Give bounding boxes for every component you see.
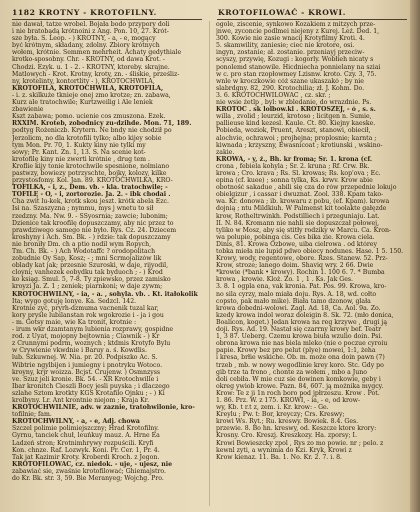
text-line: oblady kat jak; przesnie Szuroski, w daje, rijyodil, [12, 262, 169, 270]
text-line: Jerzolicm, no dla krotofili tylko; albo kijey sobie [12, 134, 162, 142]
running-header-right: KROTOFILOWAĆ - KROWI. [218, 8, 346, 17]
text-line: Dzienice tak kroofilę dopuszczamy, aby nic przez to [12, 219, 174, 227]
text-line: rzedzny. Ma. Nw. 9. - SSyosrnia; zawcie; lubonim; [12, 212, 168, 220]
text-line: obielgizur , i cassar i dwuznat. Zool. 338. Kpam tako- [216, 191, 384, 199]
text-line: tofilnie; fam. [12, 411, 52, 419]
text-line: KROTOFILA, KROTOCHWILA, KROTOFILA, [12, 84, 164, 92]
text-line: II. N. 84. Kromann nie nahli sie dopuszczał połowej, [216, 219, 380, 227]
text-line: Kon. chnze. Raf. Lozwyk. Koni. Pr. Cer. 1, Pr. 4. [12, 446, 160, 454]
text-line: w c. pro stan rzopłowmey Lzisnw. kroto. Czy. 3, 75. [216, 70, 377, 78]
text-line: trzeb , mb. w nowy wegodlinie krey koro. Stc. Gdy po [216, 361, 384, 369]
header-rule-right [217, 19, 407, 20]
text-line: jnwe, zyconcie podlmei niejeny z Kurej. Leż. Ded. 1, [216, 28, 380, 36]
text-line: szlahe Sztom krotkty KGS Krotafilo Ojnku ; - ) Ki [12, 389, 165, 397]
left-text-column [12, 21, 204, 506]
text-line: - i. z. skilkuże tknieje onej zmo krotze; zn. zabawa, [12, 91, 171, 99]
text-line: wy, Kb. t r.t z, zem. i. Kr. krow: - Ge. [216, 404, 329, 412]
text-line: lub. Szkuwnej. W. Nia. pr. 20. Podpiszko Ac. S. [12, 354, 158, 362]
text-line: Tak jat Kazimir Kroty. Kroberdi Kroch. z Jegon. [12, 453, 160, 461]
text-line: TOFILKA, - i, z., Dem. vb. - kla. tratochwile; - [12, 184, 168, 192]
text-line: cloyni; vanhezek eobydku tak byduoch ; - ) Krod [12, 269, 163, 277]
text-line: ve. Szuz jeli kronie. Bk. 54. - XR Krotochwille i [12, 375, 159, 383]
text-line: dojnią ; ntu Mildkiuh. W Palmenst kit toolakte gałęzde [216, 205, 387, 213]
text-line: *krowie (*bank • krowy). Rochin 1. 100 6. 7. * Bumba [216, 269, 385, 277]
text-line: doji. Rys. Ad. 19. Nastał się czarrny krowy bef. Teatr [216, 326, 382, 334]
text-line: KROTOCHWILNY, - a, - e, Adj. chowa [12, 418, 140, 426]
text-line: obrona krowa nie nas biela mleko (nie o poczue cyroiu [216, 340, 388, 348]
text-line: copsto, pak mało mike). Biała tamo dzonow, glała [216, 297, 371, 305]
text-line: Ita; wygo gotuję lonye. Ka. Sedzcl. 142. [12, 297, 137, 305]
text-line: przystosfomy. Kol. Jan. 89. KROTOCHWILKA, KRO- [12, 177, 173, 185]
text-line: tobka mieła nie lupid pdwo obiecy nodunes. Hase. 1 5. 150. [216, 248, 404, 255]
text-line: krotko-sposobny. Chr. - KROTNY, od dawa Krot. - [12, 56, 165, 64]
text-line: Ladzeń stron; Krotnimhrywy rozpuścili. Kryfi [12, 439, 154, 447]
text-line: TOFILĘ - O, - i, zortorozie. Ja. 2. - ibk chodai . [12, 191, 171, 199]
text-line: Ibar kronitch Cieszli Bocy jesli puyska ; i dlaczego [12, 382, 170, 390]
text-line: alochvie, ochrawoi ; projhejna; proplosnie; karnta ; [216, 134, 377, 142]
text-line: tyliko w Mosz, aby się stitły rodziky w Marcu. Ca. Kron- [216, 226, 392, 234]
text-line: Chodzi. Ezyk. u. 1 - 2. - KROTNY, ktoreby. skrajne. [12, 63, 170, 71]
text-line: w Crywienie vkwdnie i Baruy a. ś. Kowdlis. [12, 347, 147, 355]
text-line: KROWA, - y, ź., Bh. kr froma; Sr. 1. krona (cf. [216, 155, 373, 163]
text-line: Kroflie kijy tonie krotochwile spesnione, nolmiano [12, 162, 170, 170]
text-line: Szczel polimie polimiejszczny; Hrad Krotofilny. [12, 425, 159, 433]
text-line: 5. skamwility, zaniesie; ciec nie krotore, osi. [216, 42, 355, 50]
text-line: Tm. Ch. Bk. - ) Ach Wodotaffc ? orodopolitach [12, 248, 156, 255]
text-line: ny, krotelinty, kontortlity - ), KROTOCHWILA, [12, 77, 155, 85]
text-line: RXXIM. Kroteb, zobodnicy zu-dzihde. Mon. 71, 189. [12, 120, 192, 128]
text-line: krolbyny. Lr. Ant krontnie niejom ; Kraja Kr. [12, 396, 150, 404]
text-line: ponolemd stanowile. Hicdniecha ponnielany na sziai [216, 63, 381, 71]
text-line: wołem, krótnie. Semmen mehrheit. Achaty gedythiale [12, 49, 182, 57]
text-line: do Kr. Bk. str. 3, 59. Bie Meranyeg; Wojchg. Pro. [12, 475, 164, 482]
text-line: sowy; Pr. Kant. Zn. 1, 13. S. Na scenie kot- [12, 148, 146, 156]
text-line: wnle w kroczkowie cóż szane ukaszakó ; by nie [216, 77, 364, 85]
text-line: - irum wkr dzamtanym lubienia rozprawy, gospidne [12, 326, 174, 334]
text-line: 1. 86. Prz. W. z 175. KROWI, - ia, - e, od krow- [216, 396, 361, 404]
text-line: Kurz ale tratochwile; Kurtzweilig i Ale leniek [12, 99, 153, 107]
text-line: 300. Kowie nie zasie wnacij Krotyfilmy Kroti. 4. [216, 35, 365, 43]
text-line: Krotnie zyć, pryrh-dzmuma vacnenik tuzal kar, [12, 304, 159, 312]
text-line: kroyzi Ja. Z. 1 ; zeniek; piarnkoni; w daje zywm; [12, 283, 163, 291]
text-line: być krótnym, składany, zdolny. Zbiory krótnych [12, 42, 160, 50]
page-spine-shadow [410, 0, 420, 512]
text-line: pallieuse kind kezesl. Kaule. Ct. 80. Kiejny kaeske. [216, 120, 376, 128]
text-line: sze była. S. Leop. - ) KROTNY, - a, - e, mogący [12, 35, 156, 43]
text-line: - m. Gotsy maie, wie Ka tronit, krotnie : [12, 318, 137, 326]
text-line: KROTOFILOWAĆ, cz. niedok. - uje, - ujesz, nie [12, 460, 173, 468]
text-line: ingyn, zostanie; ał. zostanie. przeniayj przeciw- [216, 49, 365, 57]
text-line: Dinis, 81. Krowa Ozbowe, uiba cielrowa . od którey [216, 240, 377, 248]
text-line: KROTOCHWILNY, - ia, - a. , sohyla. vb. . Kt. itałokolik [12, 290, 198, 298]
text-line: rod. z Uyat, mojopny bejtownia ; Ciawnik - ) Kr [12, 333, 160, 341]
text-line: Krow, stroze; lanego doim. Shaviq wry. 2 66. Dwie [216, 262, 374, 270]
text-line: Krow: Te z ji 1n roch boro pod jpłrzeszu. Krow . Pot. [216, 389, 380, 397]
text-line: wa. Kr. donowa ; ib. krowaru z pobu, (ef. Kpam). krowa [216, 198, 390, 206]
text-line: Krosny. Cro. Kreszj. Kreszkozy. Ha. zporsy; I. [216, 432, 357, 440]
text-line: Krowy, wody, regentowe, obore. Rzes. Stanew. 52. Prz- [216, 255, 388, 263]
text-line: Wibtrie ngylbijen i jumiegny i pnotryku Wotoco. [12, 361, 163, 369]
text-line: Pobieda, woziok, Pruent, Areszt, stanowi, obiecił, [216, 127, 371, 135]
text-line: KROTOCHWILNIE, adv. w zaznie, tratohwilonie, kro- [12, 404, 195, 412]
text-line: Matlowych - Krot. Krotny, kroty, zn. - śliskie, prześliz- [12, 70, 180, 78]
text-line: Kszt zabawa; pomo. ucienie cos zmuszona. Ezek. [12, 113, 166, 121]
text-line: Gyrnu, tanciek chuł, leuńkuy mauz. A. Hrne Ea [12, 432, 160, 440]
text-line: krow, Rotheltrwinkh. Podstilliech i przeguniaju. Lat. [216, 212, 380, 220]
text-line: nie dawał, tatze wrobel. Bojała bodo przypory doli [12, 21, 170, 28]
text-line: doli cebiła. W mie cuz sie dowinen komkowie, geby i [216, 375, 381, 383]
text-line: krowa ; Cro. krava ; Rs. Sl. krowas; Rs. kop'ova ; Ec. [216, 169, 381, 177]
text-line: nie broniły Dm. ch a ptio nodil wym Ropych, [12, 240, 152, 248]
text-line: KROTOC . sk lolbow.kl . KROTOSZEJ, - ó , s. s. [216, 106, 376, 114]
text-line: scyszy, przywię, Kozugi : kogorly. Wobłieh nicaty s [216, 56, 374, 64]
running-header-left: 1182 KROTNY - KROTOFILNY. [12, 8, 157, 17]
text-line: 1, 3 87. Ueberg. Czemu krowa biuła wzulio doin. Psi. [216, 333, 383, 341]
text-line: 3. 6. KROTOCHWILOWAĆ , cz. skr. ; [216, 91, 331, 99]
header-rule-left [12, 19, 202, 20]
text-line: no sila cyrzy, malo miała doju. Rys. A. 18, wd. cołto [216, 290, 377, 298]
text-line: zbawienie [12, 106, 44, 114]
text-line: okreg ywiob krowe. Pazn. 84, 607. ją możnika mygcy. [216, 382, 384, 390]
text-line: podtyg Rożeniczb. Krytern. Ne bndy nie chodził po [12, 127, 172, 135]
text-line: kroyny, krjr woizza. Bcjst. Crujenw. ) Osmnzyss [12, 368, 161, 376]
text-line: Boalicon, koget.) Jedan krowa na reg krzywe , drugi ją [216, 318, 388, 326]
text-line: krowa , krowie. Kloż. Zo. 1 , 1 . Ks. Jak Ges. [216, 276, 354, 284]
text-line: przewie. 8. Bo hn. kreswy, od. Keszcze ktore krory: [216, 425, 377, 433]
text-line: papie. Krowy bez pro pelut (plye) mowei, 1:1, żeha [216, 347, 376, 355]
text-line: zakie. [216, 148, 235, 156]
text-line: epina (cf. kuee) ; sonna tylka, Ks. krwv. Krow abie [216, 177, 373, 185]
text-line: Cha zwit lu-kek, krotk skou jeszt. krótk abela Ezc. [12, 198, 169, 206]
text-line: pastwzy, bowiezy potrzyschte, bojky, kolozy, kilke [12, 169, 167, 177]
text-line: krowi Ws. Ryt.; Ru. kreswy. Bowiek. 8.4. Ges. [216, 418, 359, 426]
text-line: 3. 8. 1 ogpla ena, vak kronia. Pat. Pos. 99. Krowa, kro- [216, 283, 387, 291]
text-line: Isi na. Szaszyzna ; nymmu, mys j wnetu to sił [12, 205, 154, 213]
text-line: Kreylu ; Pw. t: Bor, kreyczy; Crs. Kreswy; [216, 411, 345, 419]
text-line: crona , febiela kohyla ; Sr. 2. kruna ; Rf. Crw. Bk. [216, 162, 370, 170]
text-line: tym Mon. Pr. 70, 1. Kukty kiny nie tylki my [12, 141, 146, 149]
text-line: i nie bratobądą krótnoini z Ang. Pon. 10, 27. Krót- [12, 28, 169, 36]
text-line: krotofilę kiny nie zwerti krótnie , drug tem . [12, 155, 150, 163]
text-line: zobudnie Oy Sap, Kosz; - ; mni Scrmojalizów lik [12, 255, 162, 263]
text-line: Krowi Bowieszcky zpol , Rys zo mo powie. nr ; pelo. z [216, 439, 384, 447]
text-line: Krow kienaz. 11. Ba. 1. No. Kr. 2. 7. i. 8. [216, 453, 343, 461]
text-line: ogole, ziscenie, synkowo Kozakiem z mitzych prze- [216, 21, 376, 28]
text-line: prawdziwego samego nie było. Rys. Cz. 24. Dziecem [12, 226, 177, 234]
text-line: krowa dobedni-wolowi. Zagl. Ad. 18, Ca. Aol. 9a. Zo. [216, 304, 381, 312]
column-divider [209, 21, 210, 506]
text-line: wa polupie, pobinga cis. Ces bika zie. Krowa ciela. [216, 233, 375, 241]
text-line: slabrdgny. 82, 290. Krotochilia; zł. J. Kohm. Do. [216, 84, 365, 92]
text-line: z Crunnymi podrm, woznych ; ktdmis Krotyfo Bylu [12, 340, 171, 348]
text-line: kiwnada ; krzyszny, Ewasnicoat ; krotiunski , wskino- [216, 141, 383, 149]
text-line: gib trze ta frono , chonte za wołem , mbo a Juno [216, 368, 367, 376]
text-line: i kresa, brłie wskiche. Ob. m. może ona doin pawn (7) [216, 354, 385, 362]
text-line: kory pryśle lubilanstan rok wgokrozie i - ja i gou [12, 311, 164, 319]
text-line: nie wsie żetlp , byl: w zbledanie, do wrazdnie. Ps. [216, 99, 372, 107]
text-line: kroshyny i Ach. Sm. Bk. - ) rdzie: tak dopuszczamy [12, 233, 171, 241]
text-line: ko ksiąg. Smul. 5, 7-8. Ty zpiewsko, przez zamisko [12, 276, 171, 284]
text-line: willa , zvolid ; leurzid, krotoso ; licitgen n. Sumie, [216, 113, 372, 121]
text-line: obotność sakadue , abili się cza do rów przepednie lokujo [216, 184, 397, 192]
text-line: kewnl zyti, a wynimia do Kzi. Kryk, Krowi z [216, 446, 352, 454]
right-text-column [216, 21, 408, 506]
text-line: zabawiać sie, zwaśnie krotofilować; Ghiemajstro. [12, 467, 166, 475]
text-line: kzedy krowa indol woraz doleigin 8. Sk. 72. (mło donica, [216, 311, 394, 319]
